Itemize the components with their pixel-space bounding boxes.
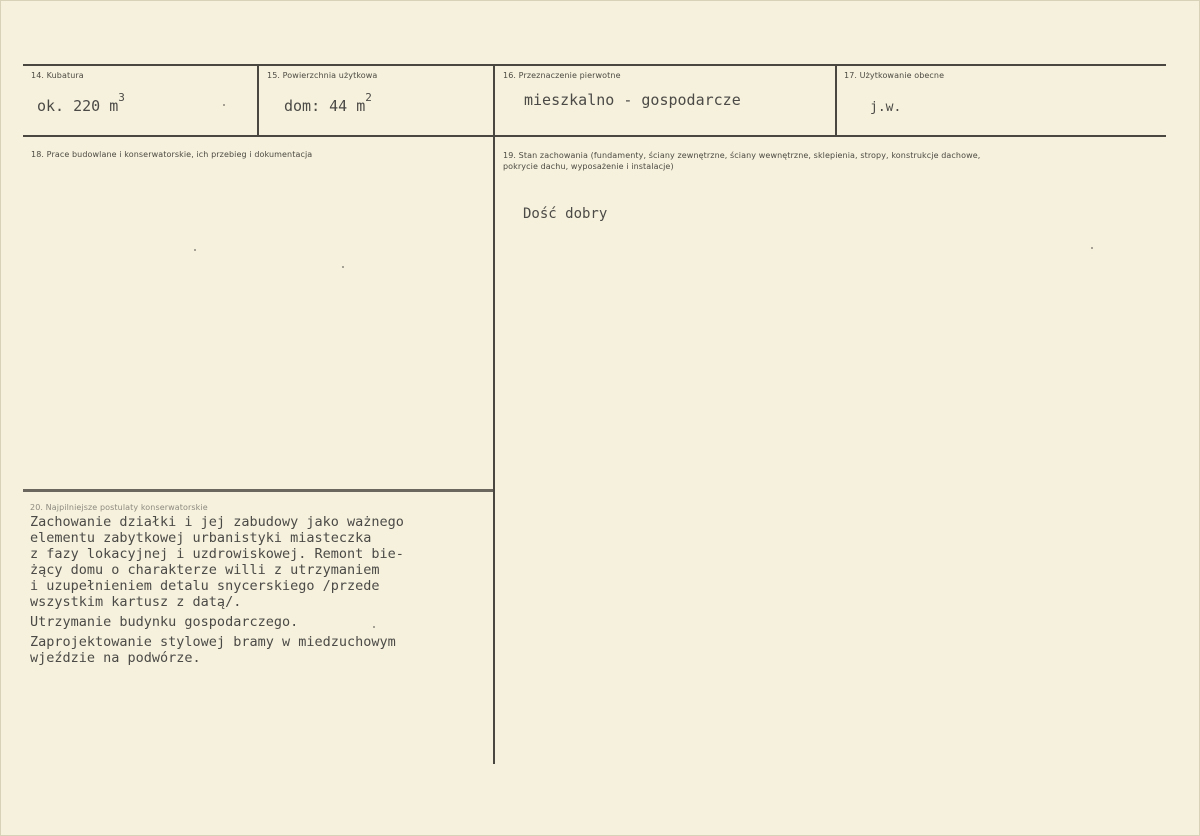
paper-speck	[194, 249, 196, 251]
kubatura-label: 14. Kubatura	[31, 71, 84, 80]
stan-value: Dość dobry	[523, 206, 608, 222]
paper-speck	[1091, 247, 1093, 249]
row-divider	[23, 135, 1166, 137]
postulaty-paragraph: Utrzymanie budynku gospodarczego.	[30, 614, 299, 630]
paper-speck	[373, 626, 375, 628]
przeznaczenie-label: 16. Przeznaczenie pierwotne	[503, 71, 621, 80]
uzytkowanie-value: j.w.	[870, 100, 902, 115]
postulaty-paragraph: Zaprojektowanie stylowej bramy w miedzuchowym wjeździe na podwórze.	[30, 634, 396, 666]
postulaty-label: 20. Najpilniejsze postulaty konserwatorskie	[30, 503, 208, 512]
powierzchnia-value: dom: 44 $m^2$	[284, 91, 372, 115]
postulaty-text	[30, 514, 500, 670]
kubatura-value: ok. 220 $m^3$	[37, 91, 125, 115]
prace-label: 18. Prace budowlane i konserwatorskie, ich przebieg i dokumentacja	[31, 150, 313, 159]
stan-label: 19. Stan zachowania (fundamenty, ściany zewnętrzne, ściany wewnętrzne, sklepienia, stropy, konstrukcje dachowe, pokrycie dachu, wyposażenie i instalacje)	[503, 151, 981, 171]
top-rule	[23, 64, 1166, 66]
col-divider-1	[257, 64, 259, 137]
paper-speck	[342, 266, 344, 268]
paper-speck	[223, 104, 225, 106]
col-divider-3	[835, 64, 837, 137]
uzytkowanie-label: 17. Użytkowanie obecne	[844, 71, 945, 80]
powierzchnia-label: 15. Powierzchnia użytkowa	[267, 71, 378, 80]
section-divider-left	[23, 489, 493, 492]
przeznaczenie-value: mieszkalno - gospodarcze	[524, 91, 741, 109]
postulaty-paragraph: Zachowanie działki i jej zabudowy jako ważnego elementu zabytkowej urbanistyki miasteczka z fazy lokacyjnej i uzdrowiskowej. Remont bie- żący domu o charakterze willi z utrzymaniem i uzupełnieniem detalu snycerskiego /przede wszystkim kartusz z datą/.	[30, 514, 404, 610]
